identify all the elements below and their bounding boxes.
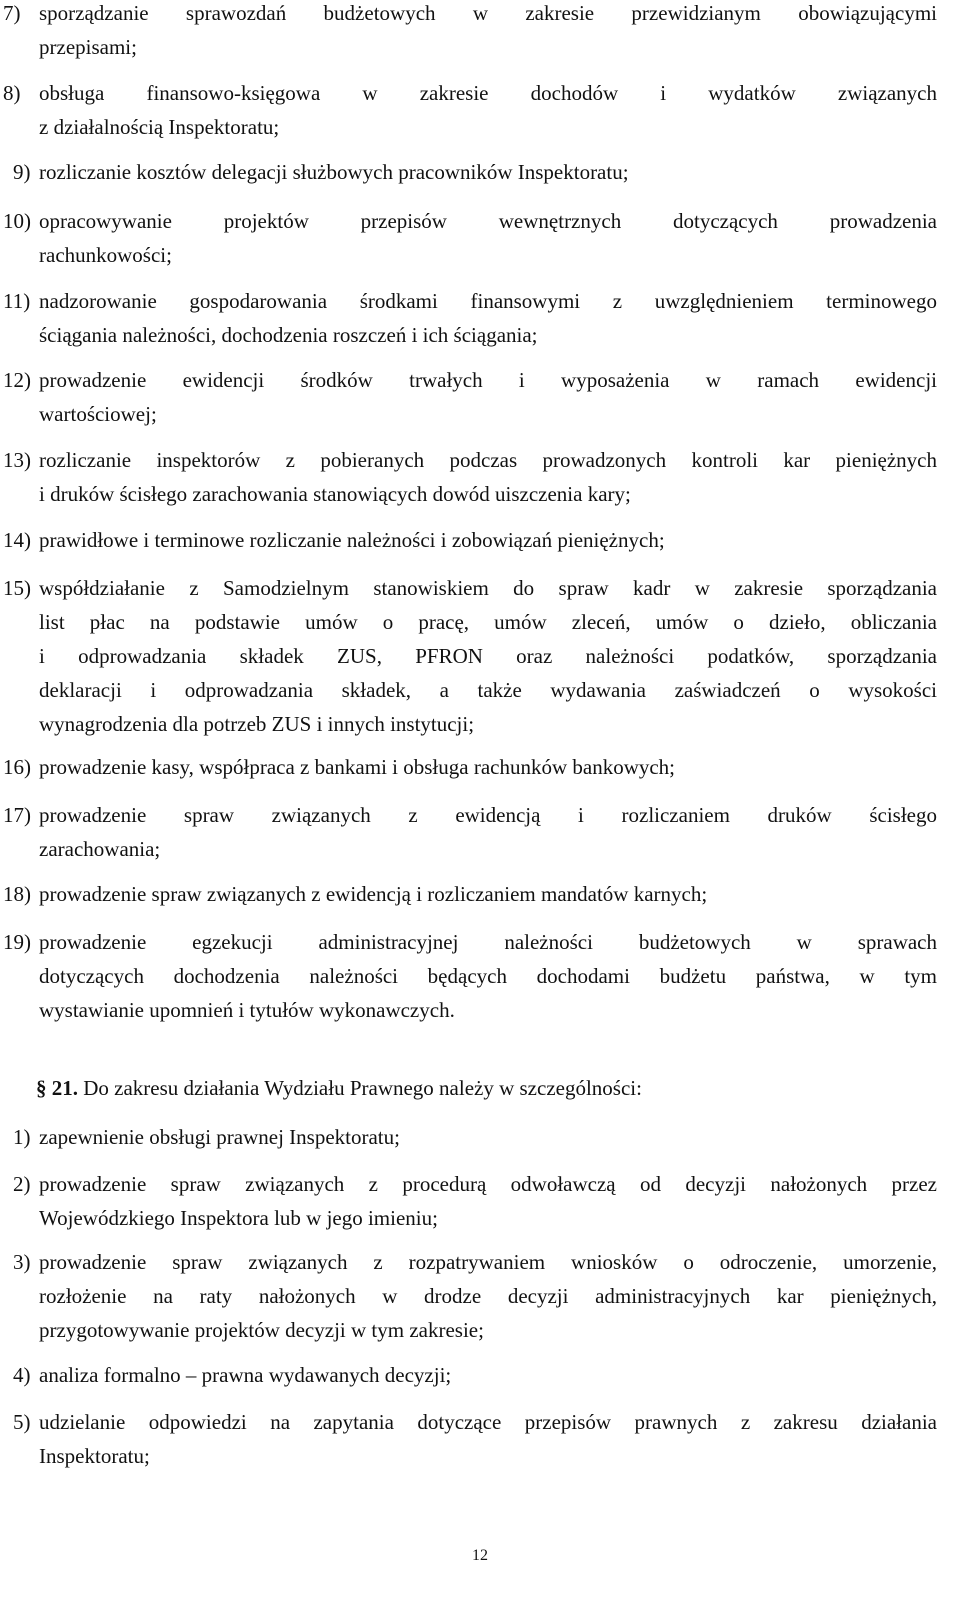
list-item-number: 12) (3, 368, 31, 392)
list-item-line: współdziałanie z Samodzielnym stanowiskiem do spraw kadr w zakresie sporządzania (39, 576, 937, 600)
list-item-line: prowadzenie spraw związanych z ewidencją i rozliczaniem mandatów karnych; (39, 882, 708, 906)
list-item-line: rozłożenie na raty nałożonych w drodze decyzji administracyjnych kar pieniężnych, (39, 1284, 937, 1308)
list-item-line: analiza formalno – prawna wydawanych decyzji; (39, 1363, 452, 1387)
list-item-line: nadzorowanie gospodarowania środkami finansowymi z uwzględnieniem terminowego (39, 289, 937, 313)
section-symbol: § (36, 1076, 47, 1100)
list-item-line: zarachowania; (39, 837, 161, 861)
section-number: 21. (51, 1076, 78, 1100)
list-item-number: 17) (3, 803, 31, 827)
list-item-line: rachunkowości; (39, 243, 172, 267)
list-item-line: prawidłowe i terminowe rozliczanie należności i zobowiązań pieniężnych; (39, 528, 665, 552)
list-item-number: 10) (3, 209, 31, 233)
list-item-line: obsługa finansowo-księgowa w zakresie dochodów i wydatków związanych (39, 81, 937, 105)
list-item-line: wynagrodzenia dla potrzeb ZUS i innych instytucji; (39, 712, 475, 736)
list-item-number: 8) (3, 81, 21, 105)
list-item-number: 18) (3, 882, 31, 906)
list-item-line: wystawianie upomnień i tytułów wykonawczych. (39, 998, 455, 1022)
list-item-line: prowadzenie spraw związanych z ewidencją i rozliczaniem druków ścisłego (39, 803, 937, 827)
list-item-line: prowadzenie spraw związanych z rozpatrywaniem wniosków o odroczenie, umorzenie, (39, 1250, 937, 1274)
list-item-number: 11) (3, 289, 31, 313)
list-item-line: prowadzenie ewidencji środków trwałych i wyposażenia w ramach ewidencji (39, 368, 937, 392)
list-item-line: dotyczących dochodzenia należności będących dochodami budżetu państwa, w tym (39, 964, 937, 988)
list-item-line: zapewnienie obsługi prawnej Inspektoratu; (39, 1125, 400, 1149)
list-item-line: prowadzenie egzekucji administracyjnej należności budżetowych w sprawach (39, 930, 937, 954)
list-item-number: 2) (13, 1172, 31, 1196)
list-item-line: przepisami; (39, 35, 137, 59)
list-item-line: list płac na podstawie umów o pracę, umów zleceń, umów o dzieło, obliczania (39, 610, 937, 634)
list-item-number: 15) (3, 576, 31, 600)
list-item-line: deklaracji i odprowadzania składek, a także wydawania zaświadczeń o wysokości (39, 678, 937, 702)
list-item-line: sporządzanie sprawozdań budżetowych w zakresie przewidzianym obowiązującymi (39, 1, 937, 25)
list-item-number: 19) (3, 930, 31, 954)
list-item-line: wartościowej; (39, 402, 157, 426)
list-item-number: 7) (3, 1, 21, 25)
section-21-heading (36, 1071, 936, 1105)
list-item-number: 4) (13, 1363, 31, 1387)
list-item-number: 16) (3, 755, 31, 779)
list-item-line: ściągania należności, dochodzenia roszczeń i ich ściągania; (39, 323, 538, 347)
list-item-line: Wojewódzkiego Inspektora lub w jego imieniu; (39, 1206, 438, 1230)
list-item-line: z działalnością Inspektoratu; (39, 115, 280, 139)
page-number: 12 (472, 1547, 488, 1564)
list-item-number: 5) (13, 1410, 31, 1434)
list-item-line: i odprowadzania składek ZUS, PFRON oraz należności podatków, sporządzania (39, 644, 937, 668)
list-item-number: 9) (13, 160, 31, 184)
list-item-line: udzielanie odpowiedzi na zapytania dotyczące przepisów prawnych z zakresu działania (39, 1410, 937, 1434)
list-item-line: prowadzenie spraw związanych z procedurą odwoławczą od decyzji nałożonych przez (39, 1172, 937, 1196)
list-item-number: 14) (3, 528, 31, 552)
list-item-line: rozliczanie kosztów delegacji służbowych pracowników Inspektoratu; (39, 160, 629, 184)
list-item-number: 13) (3, 448, 31, 472)
list-item-line: i druków ścisłego zarachowania stanowiących dowód uiszczenia kary; (39, 482, 631, 506)
list-item-line: rozliczanie inspektorów z pobieranych podczas prowadzonych kontroli kar pieniężnych (39, 448, 937, 472)
list-item-number: 1) (13, 1125, 31, 1149)
list-item-number: 3) (13, 1250, 31, 1274)
section-text: Do zakresu działania Wydziału Prawnego należy w szczególności: (83, 1076, 642, 1100)
list-item-line: prowadzenie kasy, współpraca z bankami i obsługa rachunków bankowych; (39, 755, 676, 779)
list-item-line: przygotowywanie projektów decyzji w tym zakresie; (39, 1318, 484, 1342)
list-item-line: Inspektoratu; (39, 1444, 150, 1468)
list-item-line: opracowywanie projektów przepisów wewnętrznych dotyczących prowadzenia (39, 209, 937, 233)
